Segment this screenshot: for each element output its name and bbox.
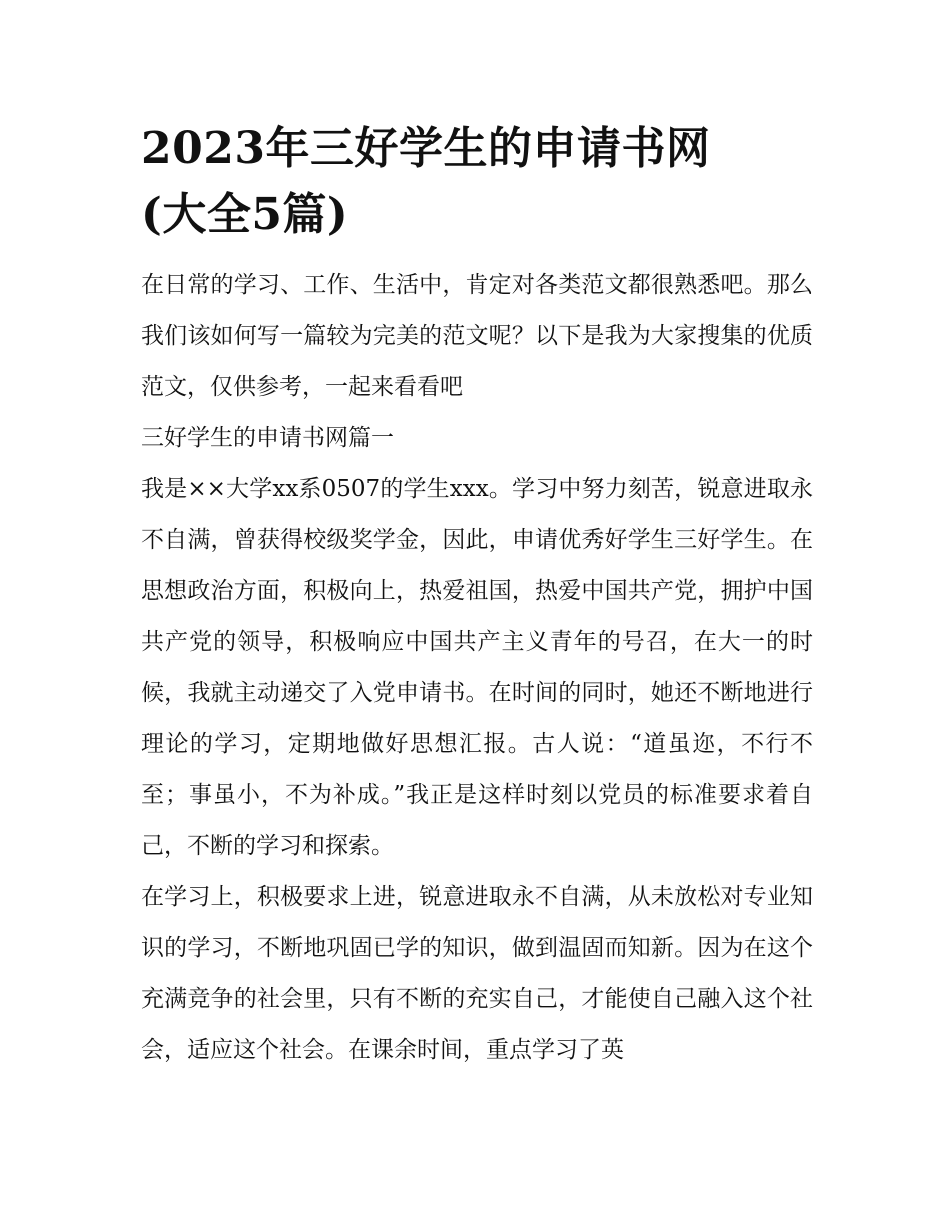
- body-paragraph-1: 我是××大学xx系0507的学生xxx。学习中努力刻苦，锐意进取永不自满，曾获得校级奖学金，因此，申请优秀好学生三好学生。在思想政治方面，积极向上，热爱祖国，热爱中国共产党，拥护中国共产党的领导，积极响应中国共产主义青年的号召，在大一的时候，我就主动递交了入党申请书。在时间的同时，她还不断地进行理论的学习，定期地做好思想汇报。古人说：“道虽迩，不行不至；事虽小，不为补成。”我正是这样时刻以党员的标准要求着自己，不断的学习和探索。: [141, 476, 813, 859]
- intro-paragraph: 在日常的学习、工作、生活中，肯定对各类范文都很熟悉吧。那么我们该如何写一篇较为完美的范文呢？以下是我为大家搜集的优质范文，仅供参考，一起来看看吧: [141, 272, 813, 400]
- document-content: [141, 116, 813, 1076]
- document-body: [141, 260, 813, 1076]
- body-paragraph-2: 在学习上，积极要求上进，锐意进取永不自满，从未放松对专业知识的学习，不断地巩固已学的知识，做到温固而知新。因为在这个充满竞争的社会里，只有不断的充实自己，才能使自己融入这个社会，适应这个社会。在课余时间，重点学习了英: [141, 884, 813, 1063]
- section-heading: 三好学生的申请书网篇一: [141, 425, 394, 451]
- document-title: [141, 116, 771, 248]
- title-line-1: 2023年三好学生的申请书网: [141, 123, 711, 174]
- title-line-2: (大全5篇): [141, 189, 349, 240]
